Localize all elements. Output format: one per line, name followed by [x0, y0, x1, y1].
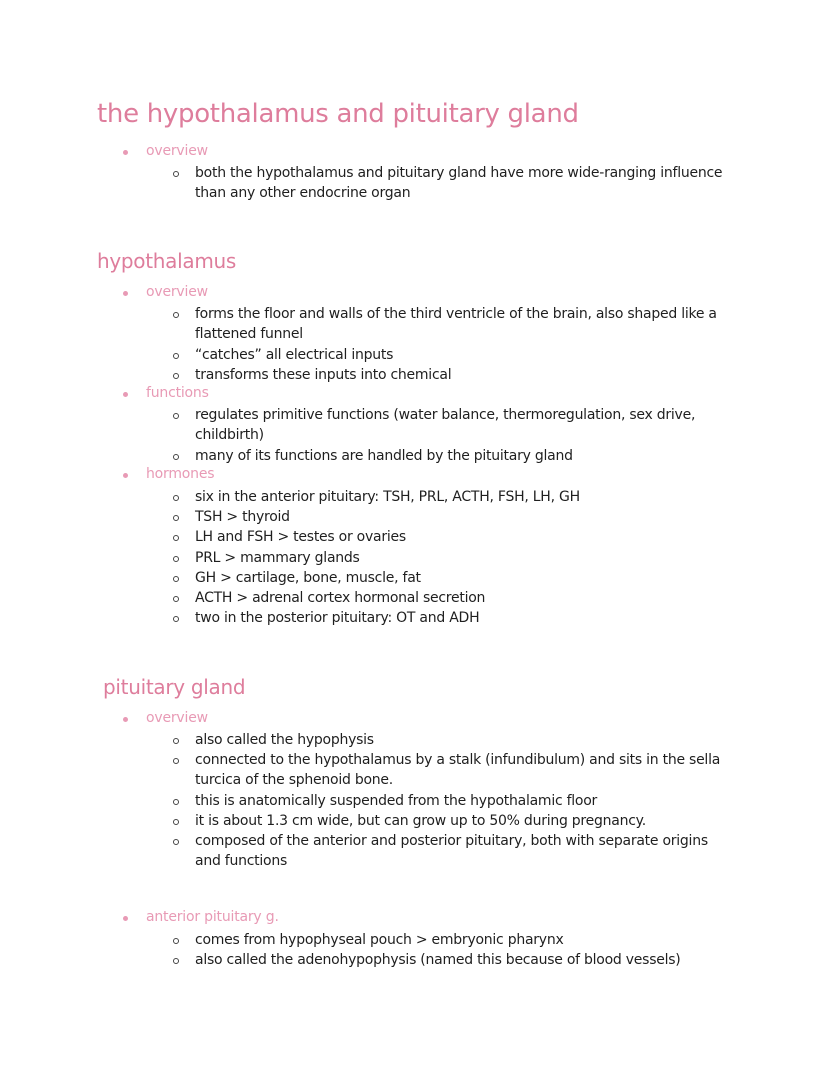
list-item [170, 405, 700, 446]
circle-bullet-icon [173, 758, 179, 764]
list-item-text: TSH > thyroid [195, 509, 290, 525]
list-item-text: “catches” all electrical inputs [195, 347, 394, 363]
bullet-dot-icon [123, 392, 128, 397]
list-item-text: six in the anterior pituitary: TSH, PRL, ACTH, FSH, LH, GH [195, 489, 580, 505]
bullet-dot-icon [123, 291, 128, 296]
list-item [170, 930, 730, 950]
list-item [170, 163, 730, 204]
list-item-text: both the hypothalamus and pituitary gland have more wide-ranging influence than any other endocrine organ [195, 165, 723, 202]
list-item [170, 345, 730, 365]
list-item-text: composed of the anterior and posterior pituitary, both with separate origins and functions [195, 833, 708, 870]
list-item [170, 588, 730, 608]
list-item [170, 304, 730, 345]
circle-bullet-icon [173, 738, 179, 744]
list-item-text: regulates primitive functions (water balance, thermoregulation, sex drive, childbirth) [195, 407, 696, 444]
bullet-dot-icon [123, 150, 128, 155]
circle-bullet-icon [173, 819, 179, 825]
list-item [170, 831, 730, 872]
list-item-text: also called the hypophysis [195, 732, 374, 748]
list-item [170, 730, 730, 750]
document-title: the hypothalamus and pituitary gland [97, 99, 579, 129]
bullet-dot-icon [123, 717, 128, 722]
section-heading-pituitary-gland: pituitary gland [103, 675, 246, 699]
circle-bullet-icon [173, 556, 179, 562]
list-item-text: forms the floor and walls of the third ventricle of the brain, also shaped like a flattened funnel [195, 306, 717, 343]
bullet-label: functions [146, 385, 209, 401]
bullet-label: overview [146, 284, 208, 300]
list-item [170, 791, 730, 811]
list-item-text: many of its functions are handled by the pituitary gland [195, 448, 573, 464]
section-heading-hypothalamus: hypothalamus [97, 249, 237, 273]
circle-bullet-icon [173, 596, 179, 602]
circle-bullet-icon [173, 454, 179, 460]
circle-bullet-icon [173, 938, 179, 944]
list-item [170, 487, 730, 507]
list-item [170, 507, 730, 527]
list-item-text: LH and FSH > testes or ovaries [195, 529, 406, 545]
list-item-text: comes from hypophyseal pouch > embryonic pharynx [195, 932, 564, 948]
bullet-dot-icon [123, 916, 128, 921]
list-item [170, 811, 730, 831]
bullet-label: anterior pituitary g. [146, 909, 279, 925]
list-item [170, 365, 730, 385]
bullet-label: overview [146, 710, 208, 726]
list-item [170, 446, 730, 466]
list-item-text: two in the posterior pituitary: OT and ADH [195, 610, 480, 626]
list-item-text: GH > cartilage, bone, muscle, fat [195, 570, 421, 586]
list-item-text: transforms these inputs into chemical [195, 367, 452, 383]
bullet-dot-icon [123, 473, 128, 478]
circle-bullet-icon [173, 312, 179, 318]
circle-bullet-icon [173, 515, 179, 521]
circle-bullet-icon [173, 799, 179, 805]
list-item [170, 527, 730, 547]
list-item [170, 568, 730, 588]
circle-bullet-icon [173, 839, 179, 845]
circle-bullet-icon [173, 535, 179, 541]
list-item [170, 950, 730, 970]
circle-bullet-icon [173, 413, 179, 419]
circle-bullet-icon [173, 495, 179, 501]
list-item [170, 608, 730, 628]
circle-bullet-icon [173, 171, 179, 177]
circle-bullet-icon [173, 373, 179, 379]
list-item-text: PRL > mammary glands [195, 550, 360, 566]
list-item-text: connected to the hypothalamus by a stalk (infundibulum) and sits in the sella turcica of the sphenoid bone. [195, 752, 721, 789]
bullet-label: hormones [146, 466, 215, 482]
circle-bullet-icon [173, 958, 179, 964]
list-item [170, 548, 730, 568]
list-item-text: also called the adenohypophysis (named this because of blood vessels) [195, 952, 681, 968]
circle-bullet-icon [173, 616, 179, 622]
circle-bullet-icon [173, 576, 179, 582]
list-item [170, 750, 730, 791]
list-item-text: it is about 1.3 cm wide, but can grow up to 50% during pregnancy. [195, 813, 646, 829]
list-item-text: this is anatomically suspended from the hypothalamic floor [195, 793, 598, 809]
list-item-text: ACTH > adrenal cortex hormonal secretion [195, 590, 486, 606]
bullet-label: overview [146, 143, 208, 159]
circle-bullet-icon [173, 353, 179, 359]
